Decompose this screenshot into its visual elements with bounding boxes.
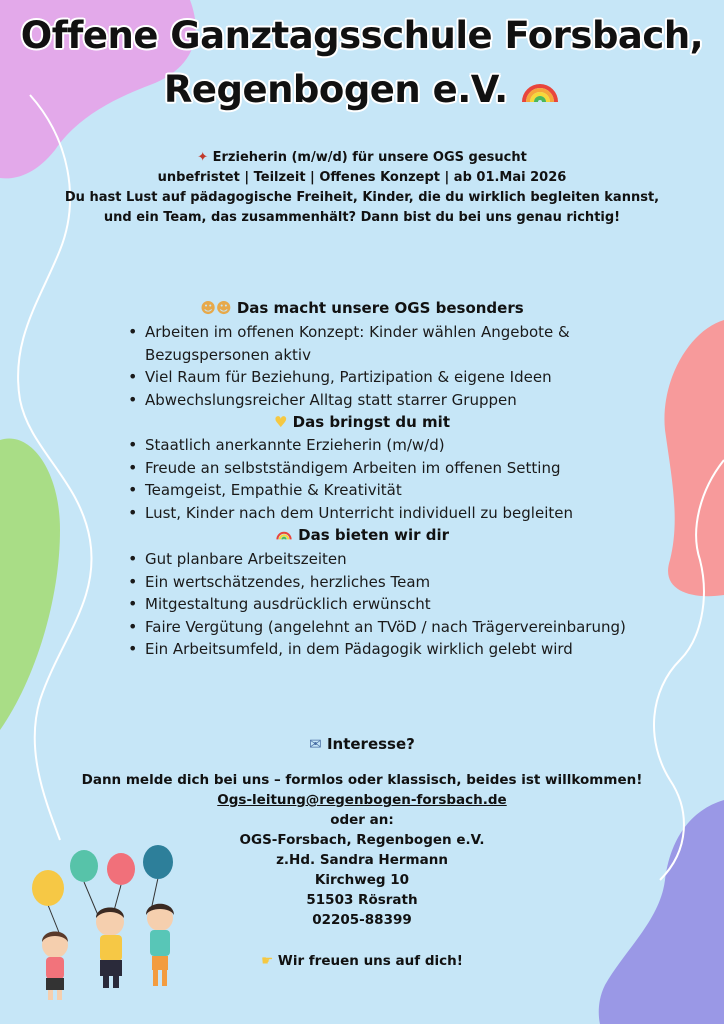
closing-line (40, 951, 684, 971)
list-item: • Viel Raum für Beziehung, Partizipation & eigene Ideen (128, 366, 648, 389)
yellow-heart-icon: ♥ (273, 413, 288, 431)
rainbow-icon (520, 68, 560, 111)
contact-block (40, 770, 684, 930)
job-terms: unbefristet | Teilzeit | Offenes Konzept | ab 01.Mai 2026 (157, 170, 567, 185)
pitch-line2: und ein Team, das zusammenhält? Dann bist du bei uns genau richtig! (103, 210, 621, 225)
contact-org: OGS-Forsbach, Regenbogen e.V. (239, 832, 485, 848)
pitch-line1: Du hast Lust auf pädagogische Freiheit, Kinder, die du wirklich begleiten kannst, (64, 190, 660, 205)
contact-phone: 02205-88399 (312, 912, 412, 928)
list-item: • Abwechslungsreicher Alltag statt starrer Gruppen (128, 389, 648, 412)
email-link[interactable]: Ogs-leitung@regenbogen-forsbach.de (217, 792, 507, 808)
list-item: • Ein Arbeitsumfeld, in dem Pädagogik wirklich gelebt wird (128, 638, 648, 661)
list-requirements (128, 434, 648, 524)
list-item: • Lust, Kinder nach dem Unterricht individuell zu begleiten (128, 502, 648, 525)
list-item: • Gut planbare Arbeitszeiten (128, 548, 648, 571)
section-heading-requirements (0, 413, 724, 431)
intro-block (40, 148, 684, 228)
contact-heading (0, 735, 724, 753)
section-heading-text: Das bieten wir dir (298, 526, 450, 544)
contact-city: 51503 Rösrath (306, 892, 418, 908)
contact-heading-text: Interesse? (326, 735, 415, 753)
rainbow-icon (275, 526, 293, 544)
section-heading-text: Das bringst du mit (292, 413, 450, 431)
job-role-text: Erzieherin (m/w/d) für unsere OGS gesucht (212, 150, 527, 165)
list-item: • Mitgestaltung ausdrücklich erwünscht (128, 593, 648, 616)
section-heading-offer (0, 526, 724, 544)
contact-lead: Dann melde dich bei uns – formlos oder klassisch, beides ist willkommen! (81, 772, 643, 788)
envelope-icon: ✉ (309, 735, 322, 753)
section-heading-special (0, 299, 724, 317)
job-role (40, 148, 684, 168)
list-item: • Teamgeist, Empathie & Kreativität (128, 479, 648, 502)
list-item: • Arbeiten im offenen Konzept: Kinder wählen Angebote & Bezugspersonen aktiv (128, 321, 648, 366)
pointing-hand-icon: ☛ (261, 953, 274, 969)
bow-sparkles-icon: ✦ (197, 150, 209, 165)
page-title-line2 (0, 68, 724, 111)
list-item: • Faire Vergütung (angelehnt an TVöD / nach Trägervereinbarung) (128, 616, 648, 639)
list-offer (128, 548, 648, 661)
contact-attn: z.Hd. Sandra Hermann (276, 852, 448, 868)
two-kids-icon: ☻☻ (200, 299, 232, 317)
closing-text: Wir freuen uns auf dich! (277, 953, 463, 969)
page-title-text: Regenbogen e.V. (163, 68, 508, 111)
list-item: • Ein wertschätzendes, herzliches Team (128, 571, 648, 594)
list-special (128, 321, 648, 411)
list-item: • Staatlich anerkannte Erzieherin (m/w/d) (128, 434, 648, 457)
section-heading-text: Das macht unsere OGS besonders (236, 299, 524, 317)
contact-or: oder an: (330, 812, 394, 828)
list-item: • Freude an selbstständigem Arbeiten im offenen Setting (128, 457, 648, 480)
page-title-line1: Offene Ganztagsschule Forsbach, (20, 14, 704, 57)
contact-street: Kirchweg 10 (314, 872, 410, 888)
